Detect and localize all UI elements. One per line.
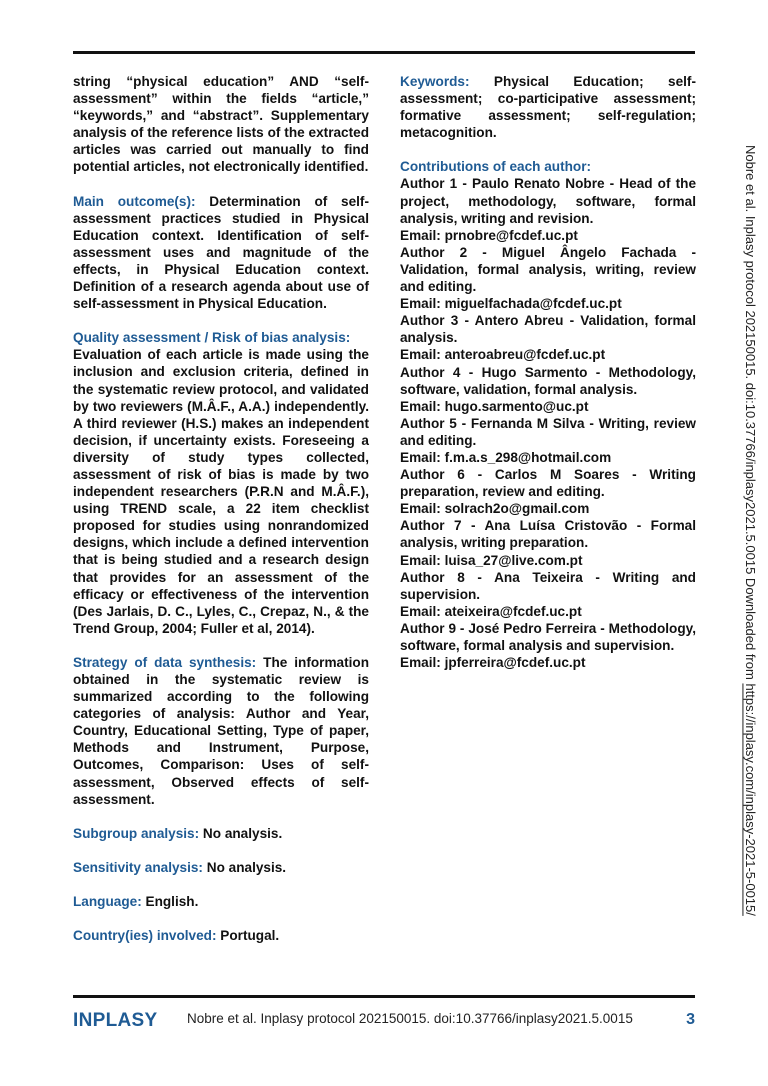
countries-text: Portugal.	[216, 928, 280, 944]
contributions-label: Contributions of each author:	[400, 159, 592, 175]
page-number: 3	[686, 1011, 695, 1028]
author-role: Author 6 - Carlos M Soares - Writing preparation, review and editing.	[400, 467, 696, 500]
author-role: Author 4 - Hugo Sarmento - Methodology, software, validation, formal analysis.	[400, 364, 696, 397]
author-role: Author 3 - Antero Abreu - Validation, formal analysis.	[400, 313, 696, 346]
keywords-label: Keywords:	[400, 74, 470, 89]
footer-rule	[73, 995, 695, 998]
right-column	[400, 73, 696, 671]
sensitivity-text: No analysis.	[202, 859, 287, 875]
strategy-text: The information obtained in the systematic review is summarized according to the following categories of analysis: Author and Year, Country, Educational Setting, Type of paper, Methods and Instrument, Purpose, Outcomes, Comparison: Uses of self-assessment, Observed effects of self-assessment.	[73, 654, 370, 807]
author-role: Author 8 - Ana Teixeira - Writing and supervision.	[400, 569, 696, 602]
quality-assessment-label: Quality assessment / Risk of bias analysis:	[73, 330, 351, 346]
author-role: Author 9 - José Pedro Ferreira - Methodology, software, formal analysis and supervision.	[400, 620, 696, 653]
contributions-section	[400, 158, 696, 671]
countries-section	[73, 927, 369, 944]
author-email: Email: anteroabreu@fcdef.uc.pt	[400, 347, 606, 363]
quality-assessment-text: Evaluation of each article is made using the inclusion and exclusion criteria, defined in the systematic review protocol, and validated by two reviewers (M.Â.F., A.A.) independently. A third reviewer (H.S.) makes an independent decision, if uncertainty exists. Foreseeing a diversity of study types collected, assessment of risk of bias is made by two independent researchers (P.R.N and M.Â.F.), using TREND scale, a 22 item checklist proposed for studies using nonrandomized designs, which include a defined intervention that is being studied and a research design that provides for an assessment of the efficacy or effectiveness of the intervention (Des Jarlais, D. C., Lyles, C., Crepaz, N., & the Trend Group, 2004; Fuller et al, 2014).	[73, 347, 369, 636]
author-email: Email: prnobre@fcdef.uc.pt	[400, 227, 578, 243]
main-outcomes-section	[73, 193, 369, 313]
quality-assessment-section	[73, 329, 369, 637]
subgroup-text: No analysis.	[199, 825, 283, 841]
main-outcomes-label: Main outcome(s):	[73, 193, 196, 209]
strategy-section	[73, 654, 369, 808]
journal-logo: INPLASY	[73, 1010, 158, 1031]
author-email: Email: f.m.a.s_298@hotmail.com	[400, 449, 612, 465]
language-label: Language:	[73, 893, 142, 909]
author-email: Email: jpferreira@fcdef.uc.pt	[400, 655, 586, 671]
subgroup-section	[73, 825, 369, 842]
footer-citation: Nobre et al. Inplasy protocol 202150015. doi:10.37766/inplasy2021.5.0015	[187, 1011, 633, 1026]
keywords-section	[400, 73, 696, 141]
left-column	[73, 73, 369, 961]
author-email: Email: hugo.sarmento@uc.pt	[400, 398, 589, 414]
author-email: Email: ateixeira@fcdef.uc.pt	[400, 603, 582, 619]
download-link[interactable]: https://inplasy.com/inplasy-2021-5-0015/	[743, 683, 758, 916]
side-note-text: Nobre et al. Inplasy protocol 202150015. doi:10.37766/inplasy2021.5.0015 Downloaded from	[743, 145, 758, 684]
page-footer	[73, 1008, 695, 1038]
sensitivity-section	[73, 859, 369, 876]
sensitivity-label: Sensitivity analysis:	[73, 859, 203, 875]
author-role: Author 2 - Miguel Ângelo Fachada - Validation, formal analysis, writing, review and editing.	[400, 244, 696, 295]
author-email: Email: solrach2o@gmail.com	[400, 501, 590, 517]
language-text: English.	[141, 893, 199, 909]
main-outcomes-text: Determination of self-assessment practices studied in Physical Education context. Identification of self-assessment uses and magnitude of the effects, in Physical Education context. Definition of a research agenda about use of self-assessment in Physical Education.	[73, 193, 369, 312]
header-rule	[73, 51, 695, 54]
author-role: Author 1 - Paulo Renato Nobre - Head of the project, methodology, software, formal analysis, writing and revision.	[400, 176, 696, 226]
language-section	[73, 893, 369, 910]
keywords-text: Physical Education; self-assessment; co-participative assessment; formative assessment; self-regulation; metacognition.	[400, 74, 696, 141]
strategy-label: Strategy of data synthesis:	[73, 654, 257, 670]
countries-label: Country(ies) involved:	[73, 928, 217, 944]
subgroup-label: Subgroup analysis:	[73, 825, 200, 841]
author-role: Author 7 - Ana Luísa Cristovão - Formal analysis, writing preparation.	[400, 518, 696, 551]
author-email: Email: miguelfachada@fcdef.uc.pt	[400, 296, 622, 312]
side-download-note	[740, 145, 758, 925]
search-strategy-continued: string “physical education” AND “self-assessment” within the fields “article,” “keywords,” and “abstract”. Supplementary analysis of the reference lists of the extracted articles was carried out manually to find potential articles, not electronically identified.	[73, 74, 369, 175]
author-email: Email: luisa_27@live.com.pt	[400, 552, 583, 568]
author-role: Author 5 - Fernanda M Silva - Writing, review and editing.	[400, 415, 696, 448]
